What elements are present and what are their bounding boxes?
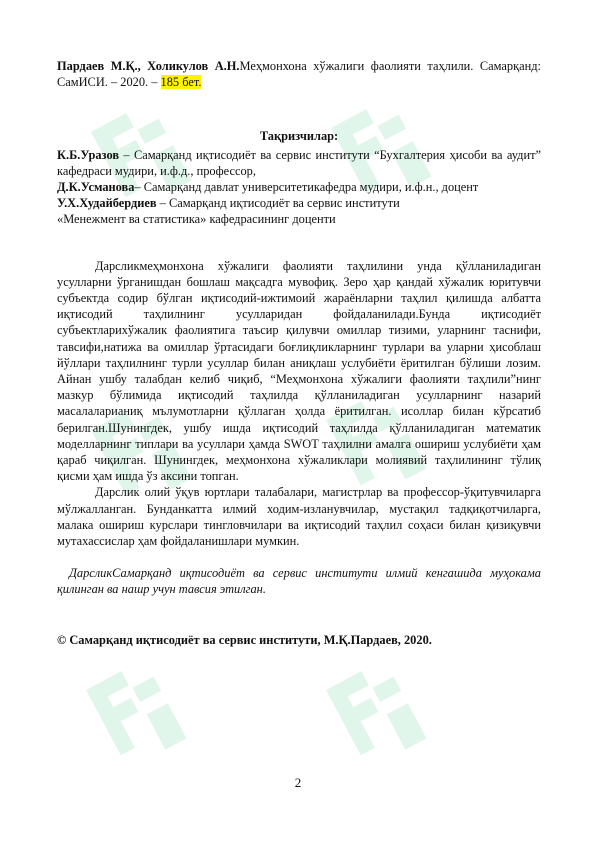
reviewer-text: – Самарқанд иқтисодиёт ва сервис институти — [156, 196, 400, 211]
reviewer-1 — [57, 147, 541, 179]
watermark-logo-icon — [68, 637, 198, 780]
reviewer-3-department: «Менежмент ва статистика» кафедрасининг доценти — [57, 212, 336, 227]
approval-note: ДарсликСамарқанд иқтисодиёт ва сервис институти илмий кенгашида муҳокама қилинган ва нашр учун тавсия этилган. — [57, 566, 541, 597]
reviewer-3 — [57, 195, 541, 211]
body-paragraph-2: Дарслик олий ўқув юртлари талабалари, магистрлар ва профессор-ўқитувчиларга мўлжалланган. Бунданкатта илмий ходим-изланувчилар, мустақил тадқиқотчиларга, малака ошириш курслари тингловчилари ва иқтисодий таҳлил соҳаси билан қизиқувчи мутахассислар ҳам фойдаланишлари мумкин. — [57, 485, 541, 549]
citation-authors: Пардаев М.Қ., Холикулов А.Н. — [57, 59, 240, 73]
reviewer-text: – Самарқанд давлат университетикафедра мудири, и.ф.н., доцент — [134, 180, 479, 195]
reviewer-name: Д.К.Усманова — [57, 180, 135, 195]
citation-title: Меҳмонхона хўжалиги фаолияти таҳлили. Самарқанд: СамИСИ. – 2020. – — [57, 59, 541, 90]
page-number: 2 — [294, 775, 302, 790]
body-paragraph-1: Дарсликмеҳмонхона хўжалиги фаолияти таҳлилини унда қўлланиладиган усулларни ўрганишдан бошлаш мақсадга мувофиқ. Зеро ҳар қандай хўжалик юритувчи субъектда содир бўлган иқтисодий-ижтимоий жараёнларни таҳлил қилишда албатта иқтисодий таҳлилнинг усулларидан фойдаланилади.Бунда иқтисодиёт субъектларихўжалик фаолиятига таъсир қилувчи омиллар тизими, уларнинг таснифи, тавсифи,натижа ва омиллар ўртасидаги боғлиқликларнинг турлари ва уларни ҳисоблаш йўллари таҳлилнинг турли усуллар билан аниқлаш услубиёти ёритилган бўлиши лозим. Айнан ушбу талабдан келиб чиқиб, “Меҳмонхона хўжалиги фаолияти таҳлили”нинг мазкур бўлимида иқтисодий таҳлилда қўлланиладиган усулларнинг назарий масалаларианиқ мълумотларни қўллаган ҳолда ёритилган. исоллар билан кўрсатиб берилган.Шунингдек, ушбу ишда иқтисодий таҳлилда қўлланиладиган математик моделларнинг типлари ва усуллари ҳамда SWOT таҳлилни амалга ошириш услубиёти ҳам қараб чиқилган. Шунингдек, меҳмонхона хўжаликлари молиявий таҳлилининг тўлиқ қисми ҳам ишда ўз аксини топган. — [57, 258, 541, 484]
reviewers-heading: Тақризчилар: — [259, 129, 339, 144]
citation — [57, 58, 541, 90]
watermark-logo-icon — [308, 637, 438, 780]
reviewer-text: – Самарқанд иқтисодиёт ва сервис институти “Бухгалтерия ҳисоби ва аудит” кафедраси мудири, и.ф.д., профессор, — [57, 147, 541, 178]
citation-pages-highlight: 185 бет. — [160, 75, 202, 90]
copyright: © Самарқанд иқтисодиёт ва сервис институти, М.Қ.Пардаев, 2020. — [57, 632, 432, 647]
page-content — [57, 58, 541, 648]
reviewer-name: К.Б.Уразов — [57, 147, 120, 162]
reviewer-name: У.Х.Худайбердиев — [57, 196, 157, 211]
reviewer-2 — [57, 179, 541, 195]
